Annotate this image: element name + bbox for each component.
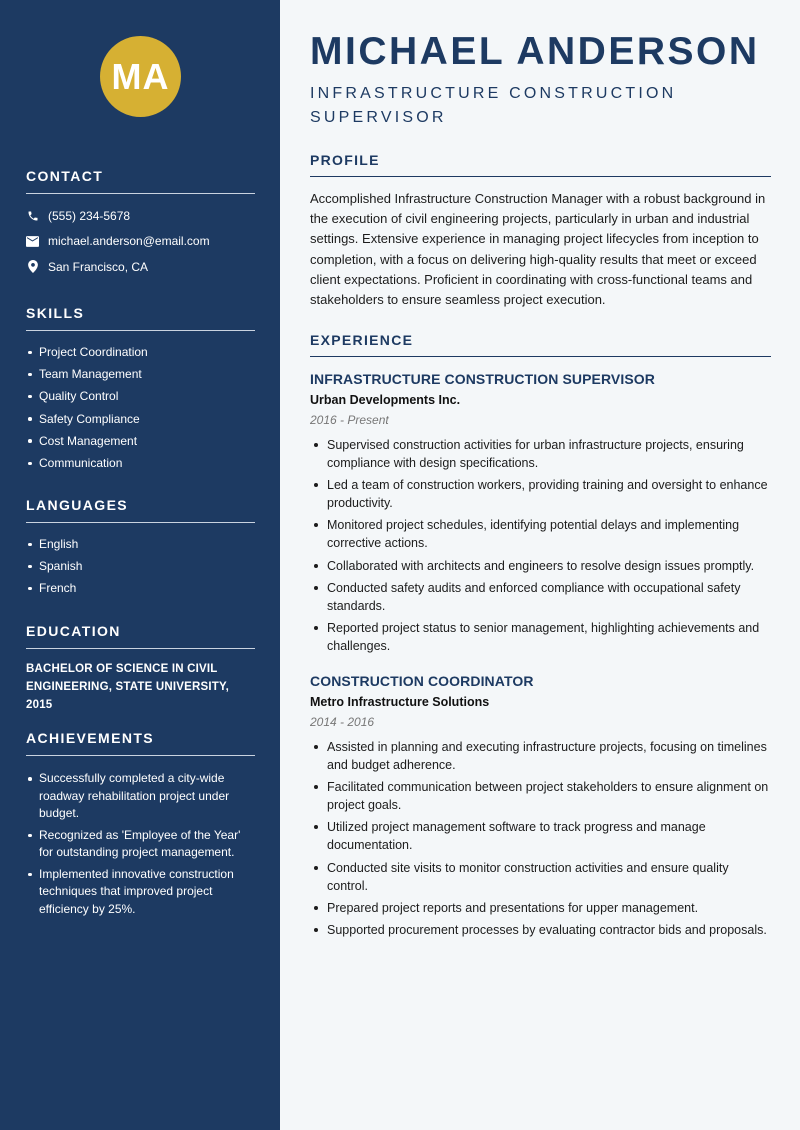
location-pin-icon [26, 260, 39, 273]
company-name: Metro Infrastructure Solutions [310, 694, 490, 709]
avatar-initials: MA [100, 36, 181, 117]
job-bullet: Utilized project management software to track progress and manage documentation. [310, 818, 771, 854]
job-bullet: Conducted site visits to monitor construction activities and ensure quality control. [310, 859, 771, 895]
skills-heading: SKILLS [26, 305, 255, 331]
contact-email[interactable] [26, 229, 255, 255]
job-bullet: Monitored project schedules, identifying potential delays and implementing corrective actions. [310, 516, 771, 552]
skill-item: Cost Management [26, 430, 255, 452]
job-title: INFRASTRUCTURE CONSTRUCTION SUPERVISOR [310, 371, 656, 387]
contact-section [26, 168, 255, 280]
skill-item: Team Management [26, 363, 255, 385]
sidebar [0, 0, 280, 1130]
job-entry [310, 371, 771, 655]
job-bullet: Assisted in planning and executing infrastructure projects, focusing on timelines and budget adherence. [310, 738, 771, 774]
phone-icon [26, 209, 39, 222]
candidate-name: MICHAEL ANDERSON [310, 30, 760, 73]
languages-section [26, 497, 255, 600]
job-bullet: Led a team of construction workers, providing training and oversight to enhance productivity. [310, 476, 771, 512]
email-icon [26, 235, 39, 248]
achievement-item: Recognized as 'Employee of the Year' for outstanding project management. [26, 827, 255, 862]
contact-heading: CONTACT [26, 168, 255, 194]
profile-section [310, 152, 771, 310]
job-title: CONSTRUCTION COORDINATOR [310, 672, 534, 689]
profile-heading: PROFILE [310, 152, 771, 177]
achievement-item: Implemented innovative construction techniques that improved project efficiency by 25%. [26, 866, 255, 919]
languages-heading: LANGUAGES [26, 497, 255, 523]
job-bullet: Supported procurement processes by evaluating contractor bids and proposals. [310, 921, 771, 939]
skill-item: Safety Compliance [26, 408, 255, 430]
skill-item: Quality Control [26, 385, 255, 407]
language-item: English [26, 533, 255, 555]
language-item: French [26, 577, 255, 599]
job-bullet: Reported project status to senior management, highlighting achievements and challenges. [310, 619, 771, 655]
contact-phone[interactable] [26, 203, 255, 229]
contact-location [26, 254, 255, 280]
phone-number: (555) 234-5678 [48, 208, 131, 223]
job-bullet: Supervised construction activities for urban infrastructure projects, ensuring compliance with design specifications. [310, 436, 771, 472]
profile-text: Accomplished Infrastructure Construction Manager with a robust background in the execution of civil engineering projects, particularly in urban and industrial settings. Extensive experience in managing project lifecycles from inception to completion, with a focus on delivering high-quality results that meet or exceed client expectations. Proficient in coordinating with cross-functional teams and stakeholders to ensure seamless project execution. [310, 191, 766, 308]
experience-section [310, 332, 771, 943]
job-dates: 2014 - 2016 [310, 714, 375, 729]
achievement-item: Successfully completed a city-wide roadway rehabilitation project under budget. [26, 770, 255, 823]
company-name: Urban Developments Inc. [310, 393, 461, 407]
education-degree: BACHELOR OF SCIENCE IN CIVIL ENGINEERING, STATE UNIVERSITY, 2015 [26, 663, 230, 711]
skill-item: Project Coordination [26, 341, 255, 363]
location-text: San Francisco, CA [48, 259, 149, 274]
language-item: Spanish [26, 555, 255, 577]
email-address: michael.anderson@email.com [48, 234, 210, 249]
job-bullet: Conducted safety audits and enforced compliance with occupational safety standards. [310, 579, 771, 615]
education-section [26, 623, 255, 714]
job-bullet: Collaborated with architects and engineers to resolve design issues promptly. [310, 557, 771, 575]
candidate-title: INFRASTRUCTURE CONSTRUCTION SUPERVISOR [310, 85, 677, 126]
education-heading: EDUCATION [26, 623, 255, 649]
achievements-section [26, 730, 255, 922]
achievements-heading: ACHIEVEMENTS [26, 730, 255, 756]
experience-heading: EXPERIENCE [310, 332, 771, 357]
job-bullet: Prepared project reports and presentations for upper management. [310, 899, 771, 917]
job-dates: 2016 - Present [310, 413, 389, 427]
job-bullet: Facilitated communication between project stakeholders to ensure alignment on project goals. [310, 778, 771, 814]
skills-section [26, 305, 255, 474]
skill-item: Communication [26, 452, 255, 474]
job-entry [310, 673, 771, 939]
